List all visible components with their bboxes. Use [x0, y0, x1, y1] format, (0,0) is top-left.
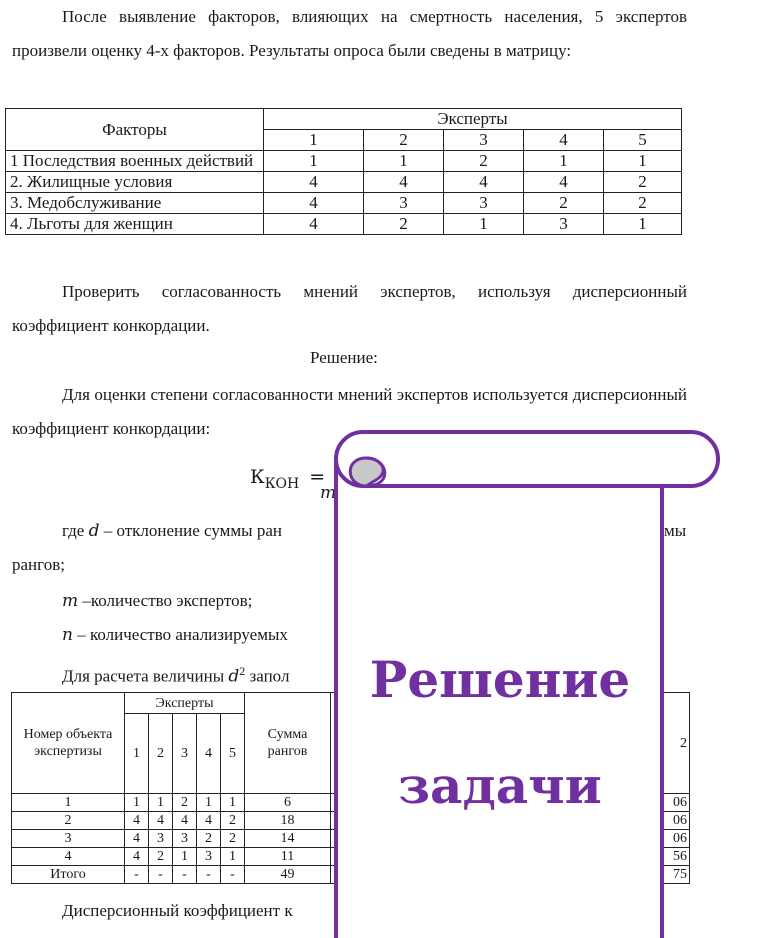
task-paragraph: Проверить согласованность мнений экспертов, используя дисперсионный коэффициент конкордации. — [12, 282, 687, 335]
factor-name: 4. Льготы для женщин — [6, 214, 264, 235]
rank-cell: 4 — [264, 193, 364, 214]
where-tail: мы — [664, 521, 687, 540]
table-header-row — [6, 109, 682, 130]
formula-equals: = — [309, 466, 326, 488]
expert-number: 2 — [364, 130, 444, 151]
rank-cell: 3 — [173, 830, 197, 848]
expert-number: 4 — [197, 714, 221, 794]
scroll-top-roll — [336, 432, 718, 486]
where-text: – отклонение суммы ран — [103, 521, 282, 540]
factor-name: 3. Медобслуживание — [6, 193, 264, 214]
last-cell: 06 — [631, 794, 690, 812]
expert-number: 1 — [264, 130, 364, 151]
calc-suffix: запол — [249, 666, 290, 686]
rank-cell: 1 — [125, 794, 149, 812]
method-paragraph: Для оценки степени согласованности мнений экспертов используется дисперсионный коэффициент конкордации: — [12, 385, 687, 438]
formula — [250, 466, 325, 495]
n-line — [62, 624, 288, 646]
rank-cell: 1 — [149, 794, 173, 812]
rank-cell: - — [173, 866, 197, 884]
m-variable: m — [62, 591, 79, 611]
rank-cell: 2 — [221, 812, 245, 830]
where-prefix: где — [62, 521, 85, 540]
rank-cell: 4 — [125, 830, 149, 848]
rank-cell: 2 — [604, 193, 682, 214]
intro-paragraph: После выявление факторов, влияющих на смертность населения, 5 экспертов произвели оценку 4-х факторов. Результаты опроса были сведены в матрицу: — [12, 7, 687, 60]
rank-cell: 1 — [604, 214, 682, 235]
rank-cell: 2 — [524, 193, 604, 214]
rank-cell: 1 — [221, 848, 245, 866]
m-line — [62, 590, 252, 612]
where-line — [62, 520, 282, 542]
experts-header: Эксперты — [264, 109, 682, 130]
calc-superscript: 2 — [239, 664, 246, 678]
n-variable: n — [62, 625, 73, 645]
rank-cell: 4 — [264, 172, 364, 193]
formula-subscript: КОН — [264, 475, 300, 492]
rank-cell: 4 — [197, 812, 221, 830]
rank-cell: 2 — [221, 830, 245, 848]
expert-number: 4 — [524, 130, 604, 151]
sum-cell: 11 — [245, 848, 331, 866]
object-cell: 1 — [12, 794, 125, 812]
table-row — [6, 172, 682, 193]
rank-cell: 4 — [125, 812, 149, 830]
table-row — [6, 214, 682, 235]
experts-header: Эксперты — [125, 693, 245, 714]
factor-name: 1 Последствия военных действий — [6, 151, 264, 172]
rank-cell: 1 — [364, 151, 444, 172]
banner-title-line1: Решение — [369, 650, 631, 709]
rank-cell: 3 — [444, 193, 524, 214]
rank-cell: 2 — [604, 172, 682, 193]
sum-cell: 14 — [245, 830, 331, 848]
bottom-text: Дисперсионный коэффициент к — [62, 901, 293, 920]
last-cell: 56 — [631, 848, 690, 866]
rank-cell: 1 — [221, 794, 245, 812]
where-variable: d — [88, 521, 100, 541]
rank-cell: - — [197, 866, 221, 884]
rank-cell: 4 — [149, 812, 173, 830]
rank-cell: 2 — [364, 214, 444, 235]
calc-line — [62, 660, 289, 688]
banner-title-line2: задачи — [398, 756, 602, 815]
last-cell: 06 — [631, 812, 690, 830]
where-line2: рангов; — [12, 555, 65, 574]
formula-denominator-var: m — [320, 483, 337, 503]
rank-cell: 2 — [149, 848, 173, 866]
rank-cell: 4 — [524, 172, 604, 193]
factors-table — [5, 108, 682, 235]
rank-cell: 1 — [444, 214, 524, 235]
rank-cell: 2 — [173, 794, 197, 812]
expert-number: 1 — [125, 714, 149, 794]
object-cell: Итого — [12, 866, 125, 884]
rank-cell: 1 — [264, 151, 364, 172]
solution-heading: Решение: — [310, 348, 378, 367]
n-text: – количество анализируемых — [77, 625, 288, 644]
rank-cell: 1 — [197, 794, 221, 812]
rank-cell: 4 — [125, 848, 149, 866]
m-text: –количество экспертов; — [82, 591, 253, 610]
object-header: Номер объекта экспертизы — [12, 693, 125, 794]
last-cell: 75 — [631, 866, 690, 884]
object-cell: 2 — [12, 812, 125, 830]
expert-number: 2 — [149, 714, 173, 794]
rank-cell: 1 — [524, 151, 604, 172]
last-header: 2 — [631, 693, 690, 794]
factor-name: 2. Жилищные условия — [6, 172, 264, 193]
last-cell: 06 — [631, 830, 690, 848]
sum-cell: 49 — [245, 866, 331, 884]
rank-cell: 4 — [264, 214, 364, 235]
sum-cell: 6 — [245, 794, 331, 812]
rank-cell: 3 — [524, 214, 604, 235]
expert-number: 3 — [173, 714, 197, 794]
factors-header: Факторы — [6, 109, 264, 151]
object-cell: 3 — [12, 830, 125, 848]
calc-prefix: Для расчета величины — [62, 666, 225, 686]
calc-variable: d — [228, 666, 240, 687]
rank-cell: 1 — [604, 151, 682, 172]
rank-cell: 4 — [173, 812, 197, 830]
sum-header: Сумма рангов — [245, 693, 331, 794]
rank-cell: - — [221, 866, 245, 884]
expert-number: 5 — [221, 714, 245, 794]
formula-k: К — [250, 466, 265, 488]
rank-cell: - — [125, 866, 149, 884]
expert-number: 3 — [444, 130, 524, 151]
rank-cell: - — [149, 866, 173, 884]
rank-cell: 2 — [444, 151, 524, 172]
rank-cell: 2 — [197, 830, 221, 848]
rank-cell: 3 — [364, 193, 444, 214]
table-row — [6, 193, 682, 214]
expert-number: 5 — [604, 130, 682, 151]
rank-cell: 3 — [149, 830, 173, 848]
rank-cell: 4 — [364, 172, 444, 193]
rank-cell: 4 — [444, 172, 524, 193]
rank-cell: 3 — [197, 848, 221, 866]
sum-cell: 18 — [245, 812, 331, 830]
rank-cell: 1 — [173, 848, 197, 866]
table-row — [6, 151, 682, 172]
object-cell: 4 — [12, 848, 125, 866]
